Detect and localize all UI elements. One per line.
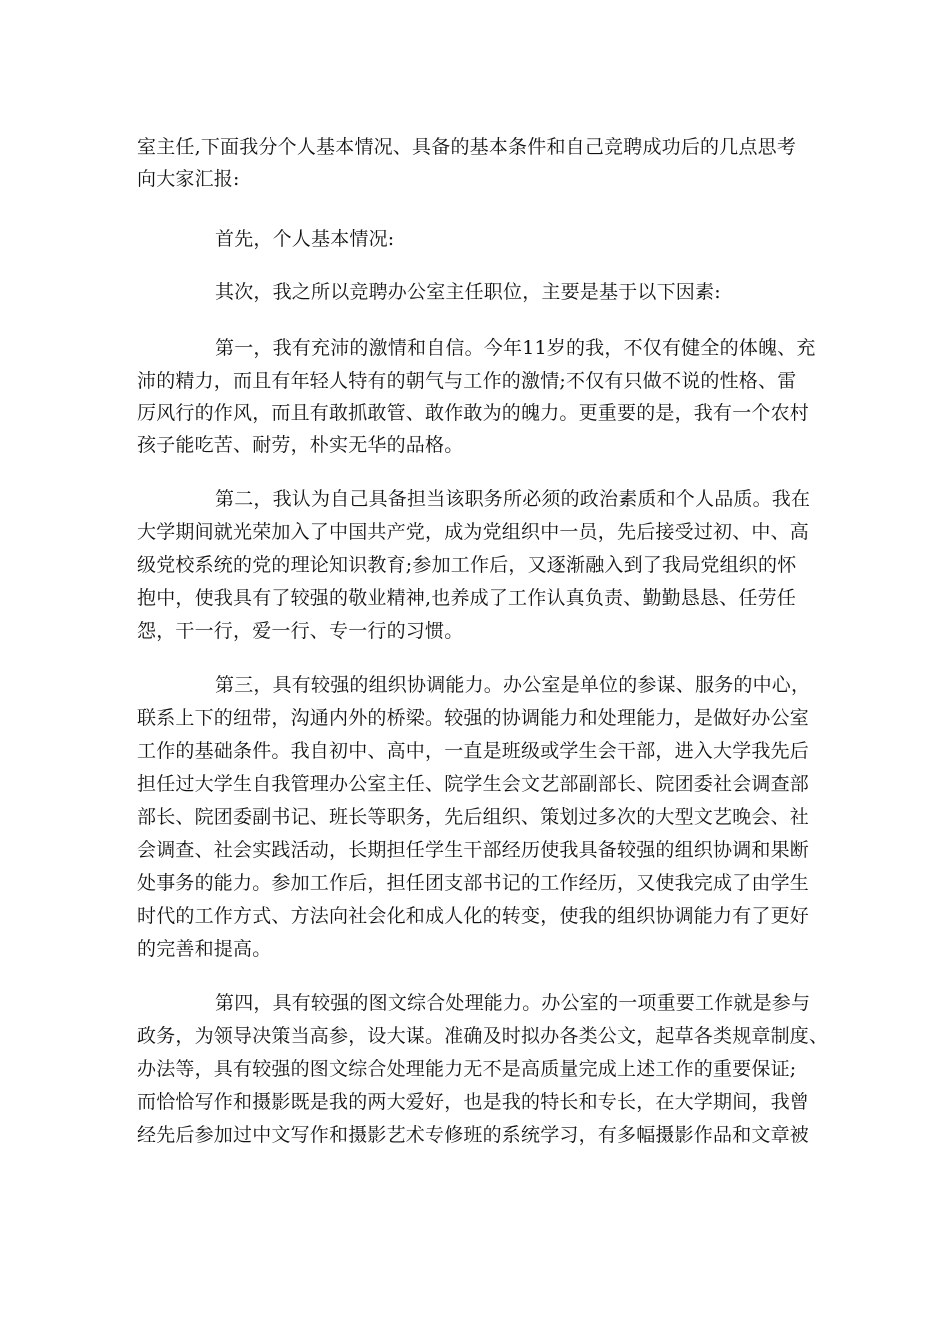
text-line: 部长、院团委副书记、班长等职务，先后组织、策划过多次的大型文艺晚会、社 (137, 806, 810, 828)
text-line: 第一，我有充沛的激情和自信。今年11岁的我，不仅有健全的体魄、充 (215, 337, 816, 359)
paragraph-heading: 首先，个人基本情况: (215, 228, 395, 250)
text-line: 第四，具有较强的图文综合处理能力。办公室的一项重要工作就是参与 (215, 992, 811, 1014)
paragraph-heading: 其次，我之所以竞聘办公室主任职位，主要是基于以下因素: (215, 281, 721, 303)
text-line: 会调查、社会实践活动，长期担任学生干部经历使我具备较强的组织协调和果断 (137, 839, 810, 861)
text-line: 办法等，具有较强的图文综合处理能力无不是高质量完成上述工作的重要保证; (137, 1058, 797, 1080)
text-line: 抱中，使我具有了较强的敬业精神,也养成了工作认真负责、勤勤恳恳、任劳任 (137, 587, 797, 609)
text-line: 的完善和提高。 (137, 938, 272, 960)
text-line: 室主任,下面我分个人基本情况、具备的基本条件和自己竞聘成功后的几点思考 (137, 136, 797, 158)
text-line: 工作的基础条件。我自初中、高中，一直是班级或学生会干部，进入大学我先后 (137, 740, 810, 762)
text-line: 大学期间就光荣加入了中国共产党，成为党组织中一员，先后接受过初、中、高 (137, 521, 810, 543)
text-line: 第二，我认为自己具备担当该职务所必须的政治素质和个人品质。我在 (215, 488, 811, 510)
text-line: 政务，为领导决策当高参，设大谋。准确及时拟办各类公文，起草各类规章制度、 (137, 1025, 829, 1047)
text-line: 担任过大学生自我管理办公室主任、院学生会文艺部副部长、院团委社会调查部 (137, 773, 810, 795)
text-line: 级党校系统的党的理论知识教育;参加工作后，又逐渐融入到了我局党组织的怀 (137, 554, 797, 576)
text-line: 第三，具有较强的组织协调能力。办公室是单位的参谋、服务的中心， (215, 674, 811, 696)
text-line: 怨，干一行，爱一行、专一行的习惯。 (137, 620, 464, 642)
text-line: 孩子能吃苦、耐劳，朴实无华的品格。 (137, 434, 464, 456)
text-line: 处事务的能力。参加工作后，担任团支部书记的工作经历，又使我完成了由学生 (137, 872, 810, 894)
text-line: 厉风行的作风，而且有敢抓敢管、敢作敢为的魄力。更重要的是，我有一个农村 (137, 402, 810, 424)
text-line: 联系上下的纽带，沟通内外的桥梁。较强的协调能力和处理能力，是做好办公室 (137, 707, 810, 729)
text-line: 沛的精力，而且有年轻人特有的朝气与工作的激情;不仅有只做不说的性格、雷 (137, 370, 797, 392)
text-line: 而恰恰写作和摄影既是我的两大爱好，也是我的特长和专长，在大学期间，我曾 (137, 1091, 810, 1113)
text-line: 时代的工作方式、方法向社会化和成人化的转变，使我的组织协调能力有了更好 (137, 905, 810, 927)
text-line: 经先后参加过中文写作和摄影艺术专修班的系统学习，有多幅摄影作品和文章被 (137, 1124, 810, 1146)
text-line: 向大家汇报: (137, 168, 240, 190)
